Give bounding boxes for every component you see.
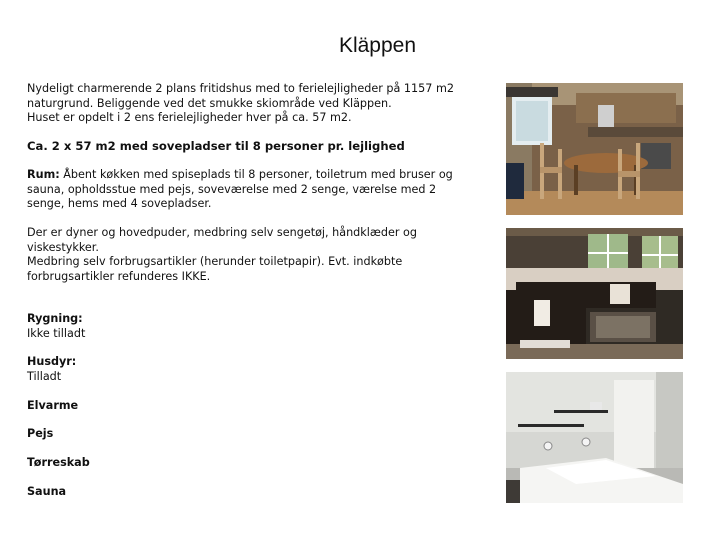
page-title: Kläppen [338, 34, 417, 57]
pets-label: Husdyr: [27, 355, 77, 368]
pets-value: Tilladt [27, 369, 62, 383]
supplies-line: viskestykker. [27, 240, 99, 254]
bedroom-photo [506, 372, 683, 503]
rooms-section [27, 168, 497, 212]
kitchen-photo [506, 83, 683, 215]
intro-line: Huset er opdelt i 2 ens ferielejligheder hver på ca. 57 m2. [27, 111, 352, 124]
rooms-line: Åbent køkken med spiseplads til 8 personer, toiletrum med bruser og [59, 168, 453, 181]
intro-line: Nydeligt charmerende 2 plans fritidshus med to ferielejligheder på 1157 m2 [27, 82, 454, 95]
supplies-line: Medbring selv forbrugsartikler (herunder toiletpapir). Evt. indkøbte [27, 255, 403, 268]
living-room-photo [506, 228, 683, 359]
supplies-line: Der er dyner og hovedpuder, medbring selv sengetøj, håndklæder og [27, 226, 417, 239]
capacity-heading: Ca. 2 x 57 m2 med sovepladser til 8 personer pr. lejlighed [27, 139, 405, 153]
smoking-section [27, 312, 497, 341]
rooms-line: sauna, opholdsstue med pejs, soveværelse med 2 senge, værelse med 2 [27, 182, 437, 196]
feature-fireplace: Pejs [27, 427, 54, 440]
smoking-label: Rygning: [27, 312, 83, 325]
rooms-label: Rum: [27, 168, 60, 181]
feature-heating: Elvarme [27, 399, 79, 412]
feature-sauna: Sauna [27, 485, 67, 498]
feature-drying-cabinet: Tørreskab [27, 456, 90, 469]
supplies-section [27, 226, 497, 284]
intro-text [27, 82, 497, 126]
smoking-value: Ikke tilladt [27, 326, 86, 340]
rooms-line: senge, hems med 4 sovepladser. [27, 197, 212, 210]
intro-line: naturgrund. Beliggende ved det smukke skiområde ved Kläppen. [27, 96, 392, 110]
pets-section [27, 355, 497, 384]
supplies-line: forbrugsartikler refunderes IKKE. [27, 269, 211, 283]
